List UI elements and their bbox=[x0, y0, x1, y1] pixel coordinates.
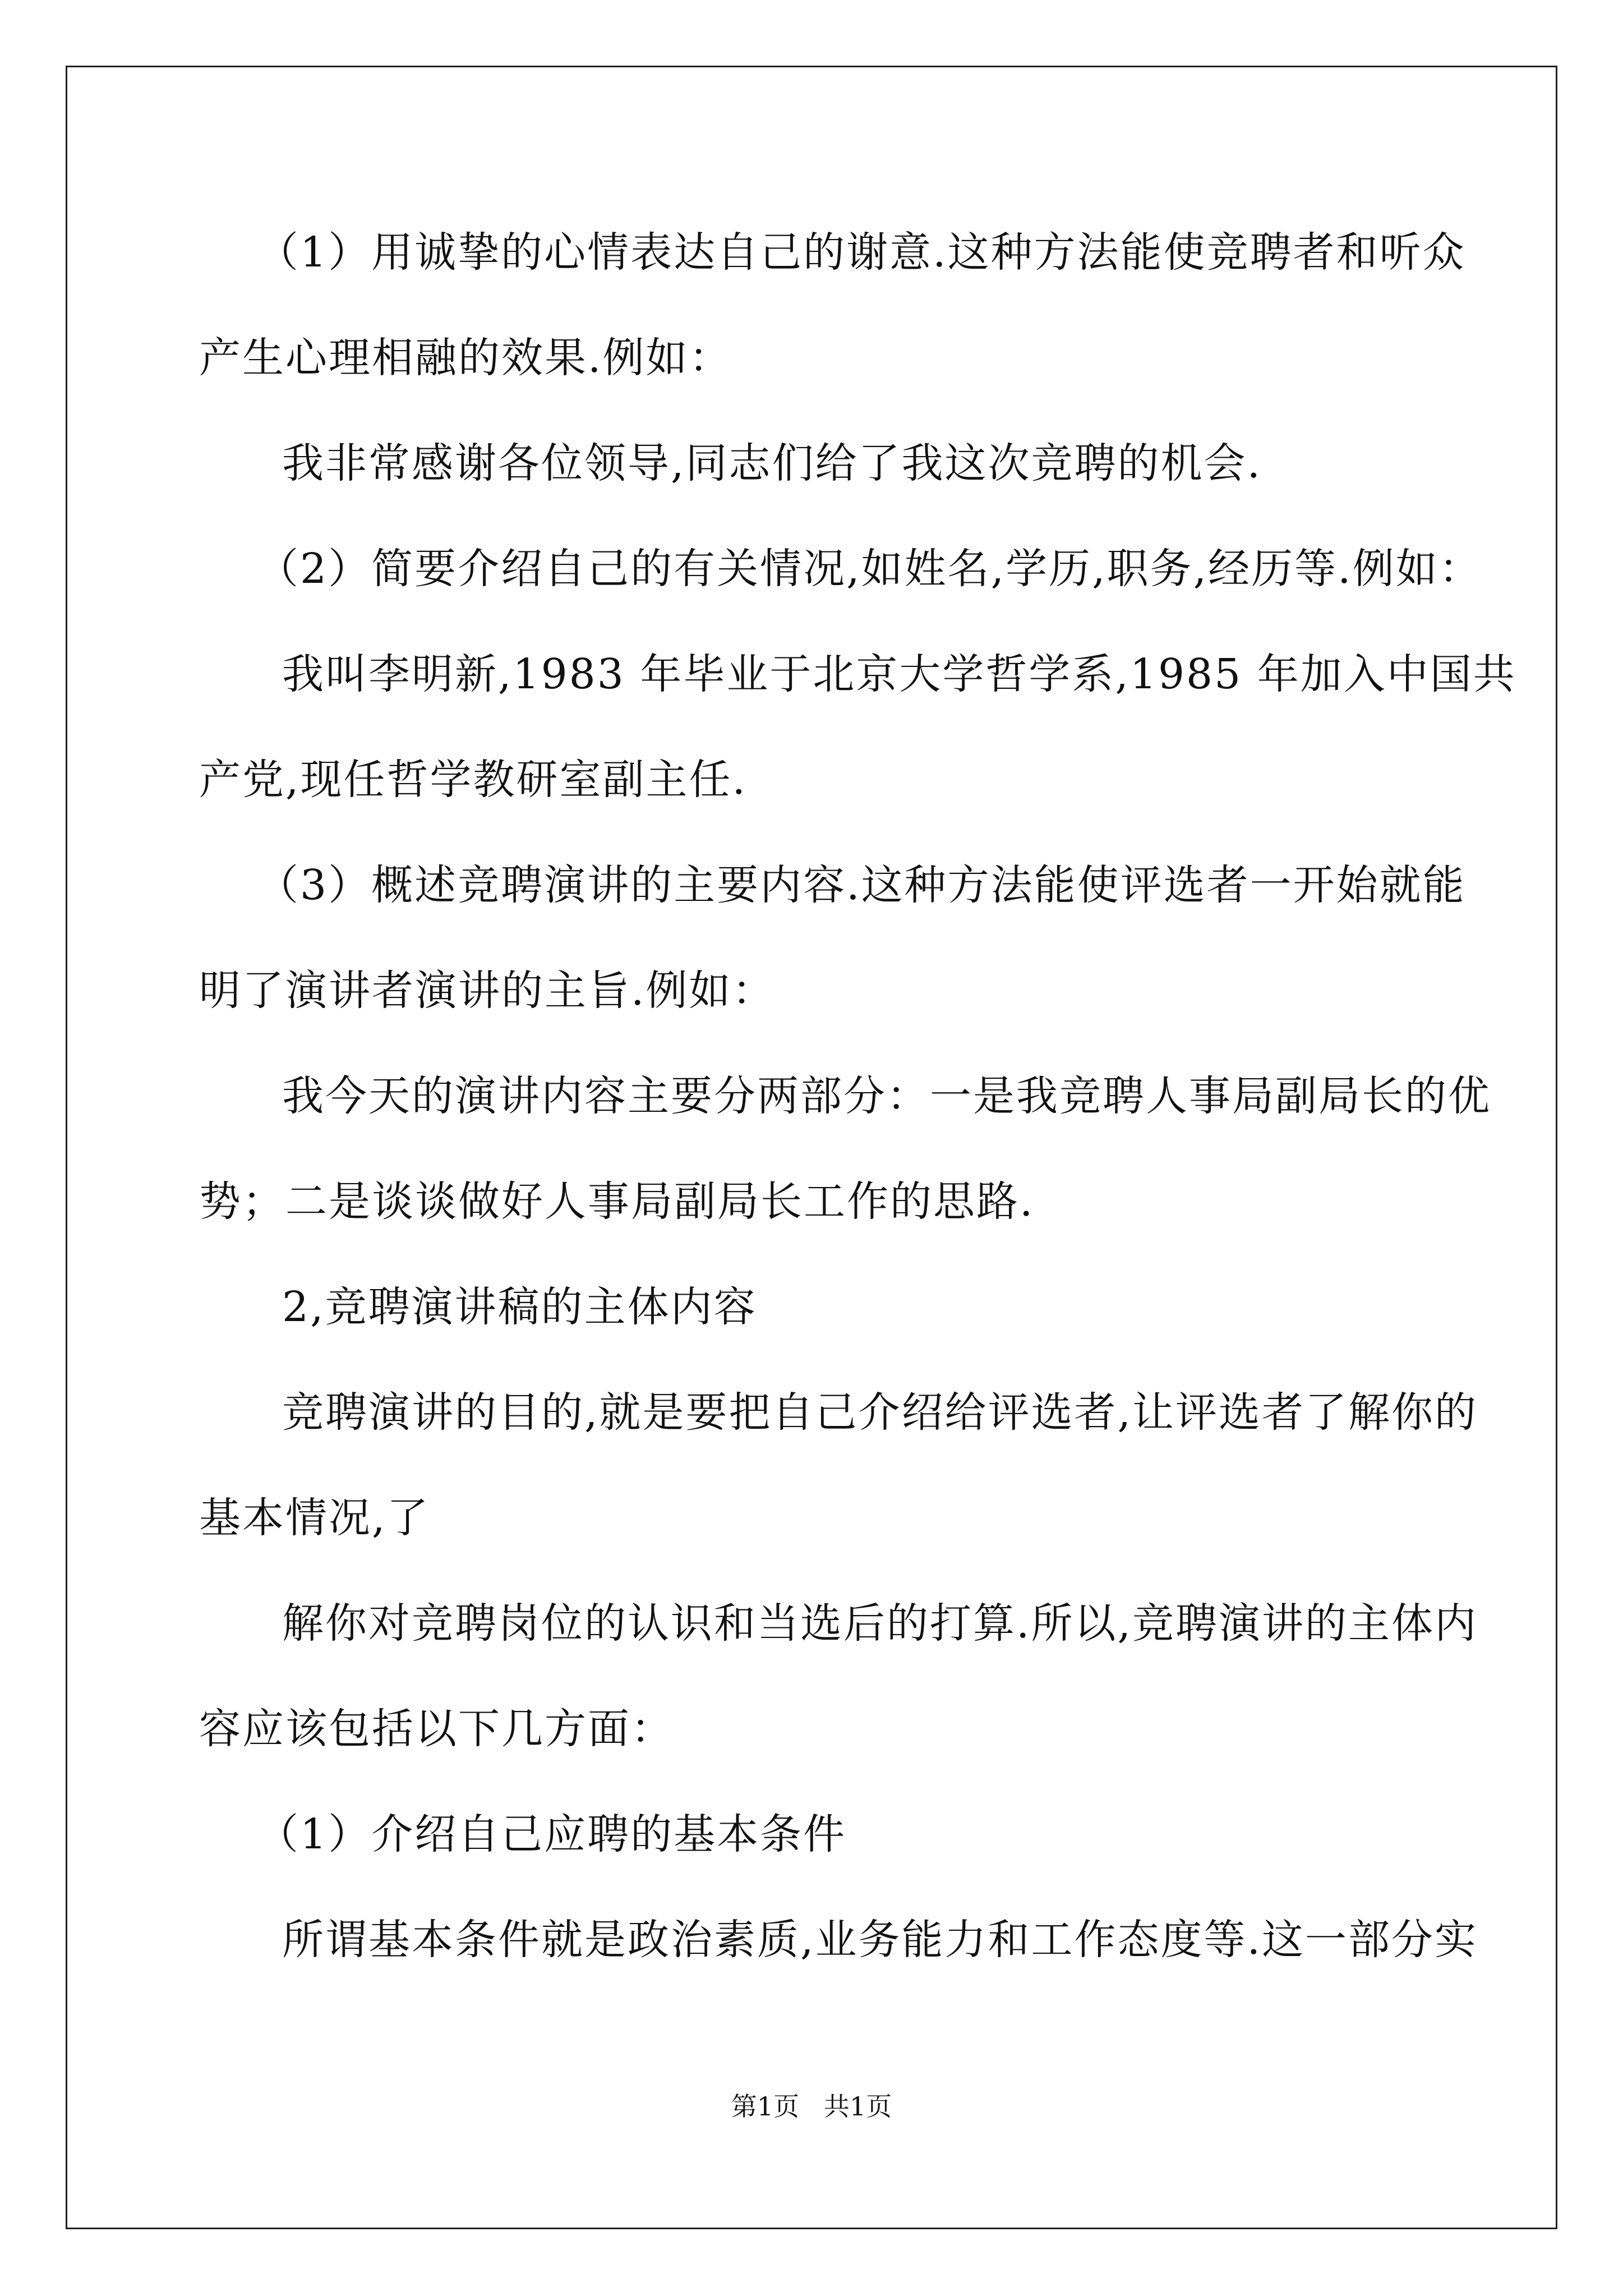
text-line: 所谓基本条件就是政治素质,业务能力和工作态度等.这一部分实 bbox=[282, 1916, 1478, 1964]
text-line: 产党,现任哲学教研室副主任. bbox=[199, 756, 748, 804]
text-line: （1）用诚挚的心情表达自己的谢意.这种方法能使竞聘者和听众 bbox=[257, 228, 1466, 277]
text-line: （1）介绍自己应聘的基本条件 bbox=[257, 1810, 847, 1858]
text-line: 基本情况,了 bbox=[199, 1494, 430, 1542]
page-border bbox=[66, 66, 1557, 2229]
text-line: （2）简要介绍自己的有关情况,如姓名,学历,职务,经历等.例如： bbox=[257, 545, 1482, 593]
text-line: 竞聘演讲的目的,就是要把自己介绍给评选者,让评选者了解你的 bbox=[282, 1388, 1478, 1437]
text-line: 明了演讲者演讲的主旨.例如： bbox=[199, 967, 776, 1015]
text-line: （3）概述竞聘演讲的主要内容.这种方法能使评选者一开始就能 bbox=[257, 861, 1466, 909]
text-line: 我今天的演讲内容主要分两部分：一是我竞聘人事局副局长的优 bbox=[282, 1072, 1491, 1120]
section-heading: 2,竞聘演讲稿的主体内容 bbox=[282, 1283, 757, 1331]
text-line: 势；二是谈谈做好人事局副局长工作的思路. bbox=[199, 1177, 1035, 1226]
page-footer: 第1页 共1页 bbox=[731, 2091, 892, 2122]
text-line: 我叫李明新,1983 年毕业于北京大学哲学系,1985 年加入中国共 bbox=[282, 650, 1516, 698]
text-line: 我非常感谢各位领导,同志们给了我这次竞聘的机会. bbox=[282, 439, 1262, 487]
text-line: 解你对竞聘岗位的认识和当选后的打算.所以,竞聘演讲的主体内 bbox=[282, 1599, 1478, 1648]
text-line: 容应该包括以下几方面： bbox=[199, 1705, 674, 1753]
text-line: 产生心理相融的效果.例如： bbox=[199, 334, 732, 382]
